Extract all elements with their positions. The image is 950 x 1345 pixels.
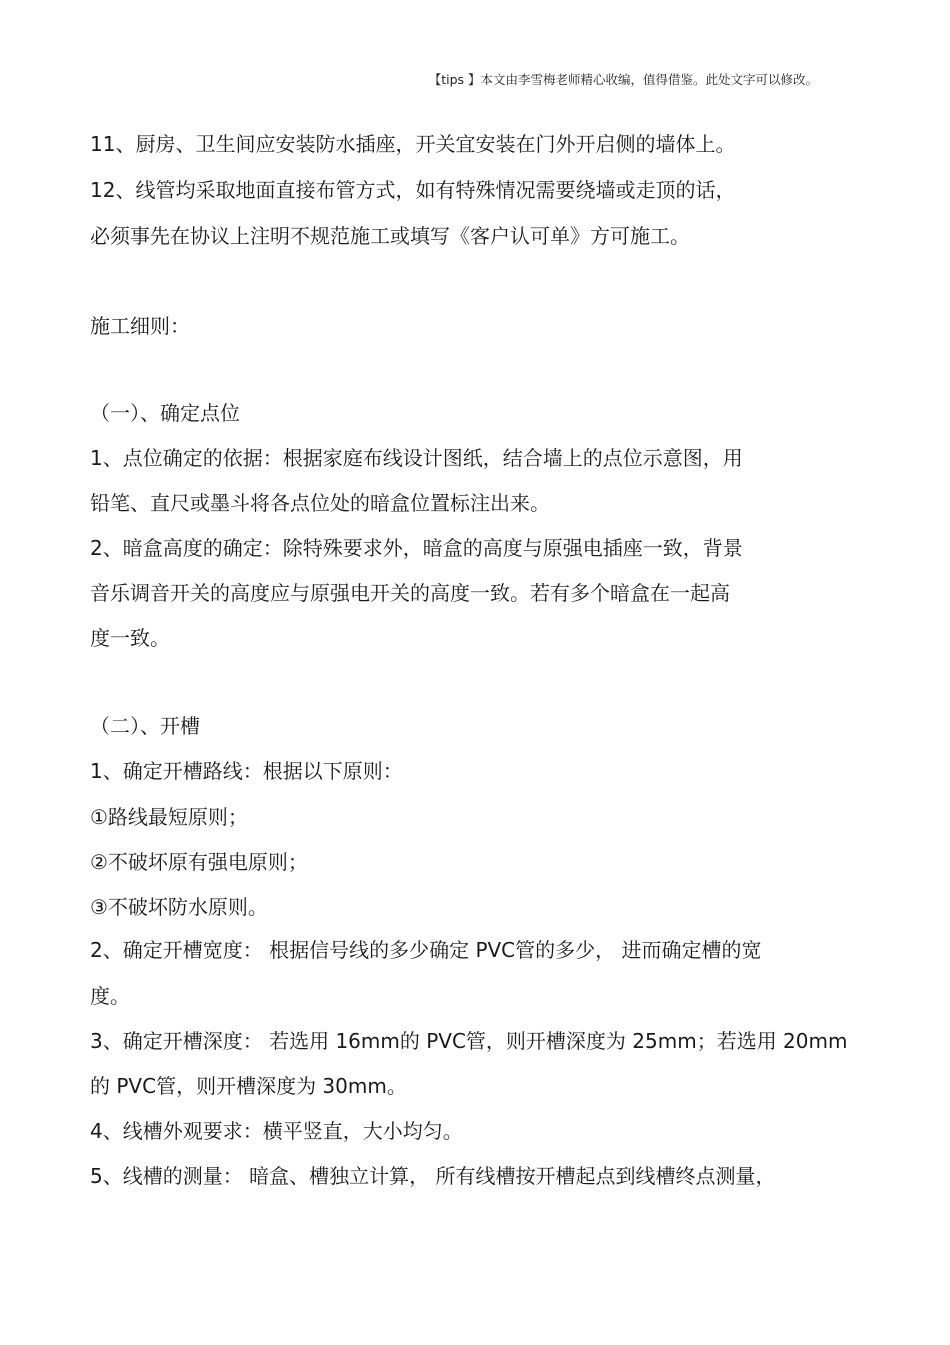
header-tips: 【tips 】本文由李雪梅老师精心收编，值得借鉴。此处文字可以修改。	[428, 72, 818, 87]
paragraph-line: 3、确定开槽深度： 若选用 16mm的 PVC管，则开槽深度为 25mm；若选用 20mm	[90, 1029, 848, 1053]
paragraph-line: 的 PVC管，则开槽深度为 30mm。	[90, 1074, 407, 1098]
list-item: ①路线最短原则；	[90, 805, 248, 829]
list-item: ②不破坏原有强电原则；	[90, 850, 308, 874]
paragraph-line: 5、线槽的测量： 暗盒、槽独立计算， 所有线槽按开槽起点到线槽终点测量，	[90, 1164, 776, 1188]
paragraph-line: 2、暗盒高度的确定：除特殊要求外，暗盒的高度与原强电插座一致，背景	[90, 536, 743, 560]
paragraph-line: 度一致。	[90, 626, 170, 650]
list-item: ③不破坏防水原则。	[90, 895, 268, 919]
paragraph-line: 度。	[90, 984, 130, 1008]
subsection-heading: （二）、开槽	[90, 714, 200, 738]
paragraph-line: 11、厨房、卫生间应安装防水插座，开关宜安装在门外开启侧的墙体上。	[90, 132, 736, 156]
paragraph-line: 1、确定开槽路线：根据以下原则：	[90, 759, 403, 783]
paragraph-line: 2、确定开槽宽度： 根据信号线的多少确定 PVC管的多少， 进而确定槽的宽	[90, 938, 762, 962]
paragraph-line: 4、线槽外观要求：横平竖直，大小均匀。	[90, 1119, 463, 1143]
section-heading: 施工细则：	[90, 314, 190, 338]
paragraph-line: 12、线管均采取地面直接布管方式，如有特殊情况需要绕墙或走顶的话，	[90, 178, 736, 202]
paragraph-line: 必须事先在协议上注明不规范施工或填写《客户认可单》方可施工。	[90, 224, 690, 248]
paragraph-line: 音乐调音开关的高度应与原强电开关的高度一致。若有多个暗盒在一起高	[90, 581, 730, 605]
paragraph-line: 铅笔、直尺或墨斗将各点位处的暗盒位置标注出来。	[90, 491, 550, 515]
subsection-heading: （一）、确定点位	[90, 401, 240, 425]
paragraph-line: 1、点位确定的依据：根据家庭布线设计图纸，结合墙上的点位示意图，用	[90, 446, 743, 470]
